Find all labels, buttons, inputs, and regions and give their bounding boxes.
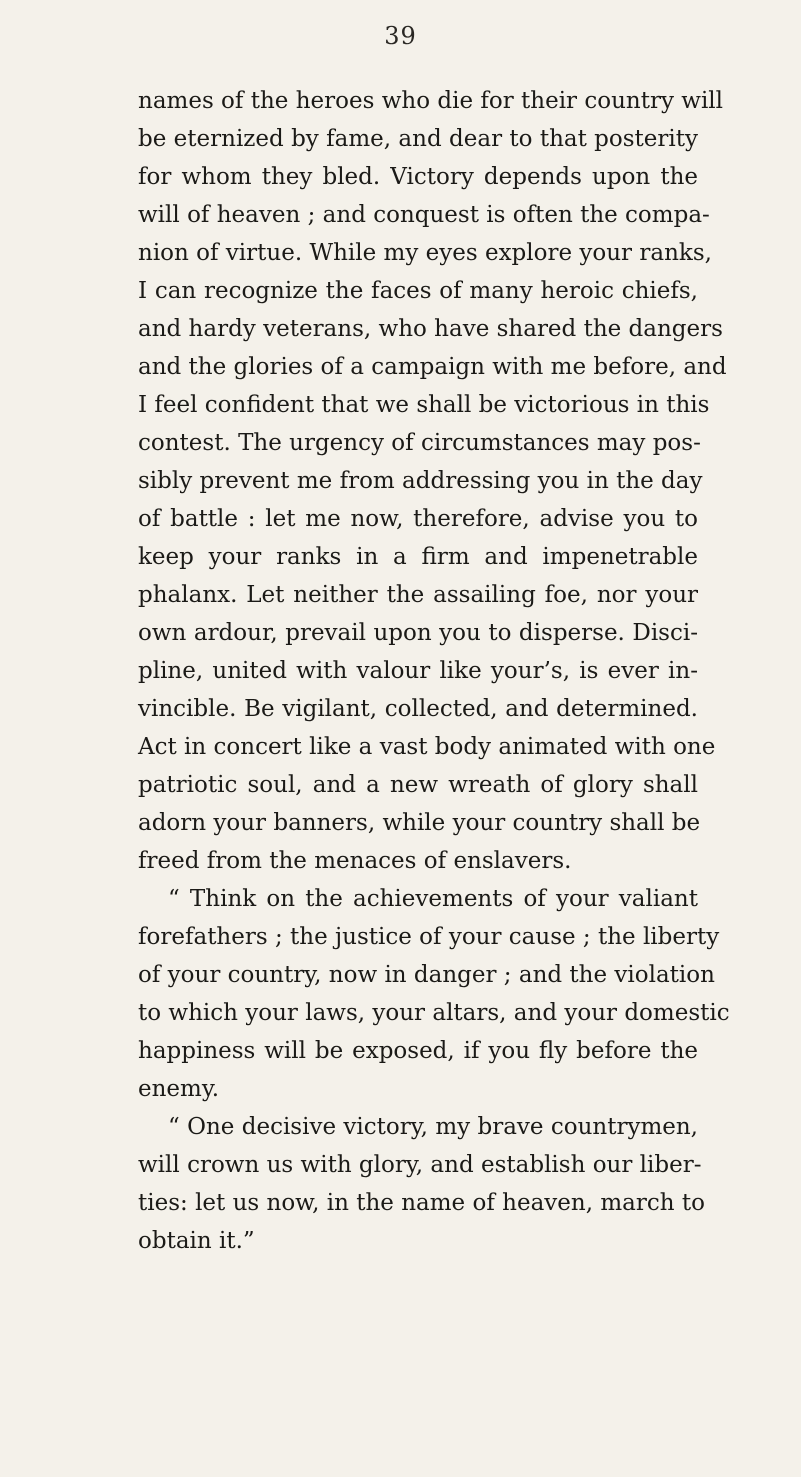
text-line: to which your laws, your altars, and your domestic [138, 1000, 730, 1026]
text-line: nion of virtue. While my eyes explore your ranks, [138, 240, 712, 266]
text-line: ties: let us now, in the name of heaven, march to [138, 1190, 705, 1216]
text-line: of your country, now in danger ; and the violation [138, 962, 715, 988]
text-line: “ Think on the achievements of your valiant [168, 886, 698, 912]
text-line: Act in concert like a vast body animated with one [138, 734, 716, 760]
text-line: names of the heroes who die for their country will [138, 88, 724, 114]
text-line: happiness will be exposed, if you fly before the [138, 1038, 698, 1064]
text-line: adorn your banners, while your country shall be [138, 810, 701, 836]
text-line: forefathers ; the justice of your cause ; the liberty [138, 924, 720, 950]
text-line: be eternized by fame, and dear to that posterity [138, 126, 698, 152]
text-line: patriotic soul, and a new wreath of glory shall [138, 772, 698, 798]
text-line: of battle : let me now, therefore, advise you to [138, 506, 698, 532]
text-line: for whom they bled. Victory depends upon the [138, 164, 698, 190]
text-line: enemy. [138, 1076, 220, 1102]
text-line: I feel confident that we shall be victorious in this [138, 392, 710, 418]
text-line: own ardour, prevail upon you to disperse. Disci- [138, 620, 698, 646]
text-line: pline, united with valour like your’s, is ever in- [138, 658, 698, 684]
text-line: will crown us with glory, and establish our liber- [138, 1152, 702, 1178]
text-line: freed from the menaces of enslavers. [138, 848, 572, 874]
body-text [138, 82, 730, 1260]
text-line: vincible. Be vigilant, collected, and determined. [138, 696, 698, 722]
text-line: I can recognize the faces of many heroic chiefs, [138, 278, 698, 304]
text-line: phalanx. Let neither the assailing foe, nor your [138, 582, 698, 608]
text-line: contest. The urgency of circumstances may pos- [138, 430, 701, 456]
text-line: keep your ranks in a firm and impenetrable [138, 544, 698, 570]
text-line: sibly prevent me from addressing you in the day [138, 468, 703, 494]
text-line: will of heaven ; and conquest is often the compa- [138, 202, 710, 228]
text-line: and the glories of a campaign with me before, and [138, 354, 727, 380]
text-line: “ One decisive victory, my brave countrymen, [168, 1114, 698, 1140]
page-number: 39 [384, 22, 417, 50]
text-line: obtain it.” [138, 1228, 255, 1254]
text-line: and hardy veterans, who have shared the dangers [138, 316, 723, 342]
